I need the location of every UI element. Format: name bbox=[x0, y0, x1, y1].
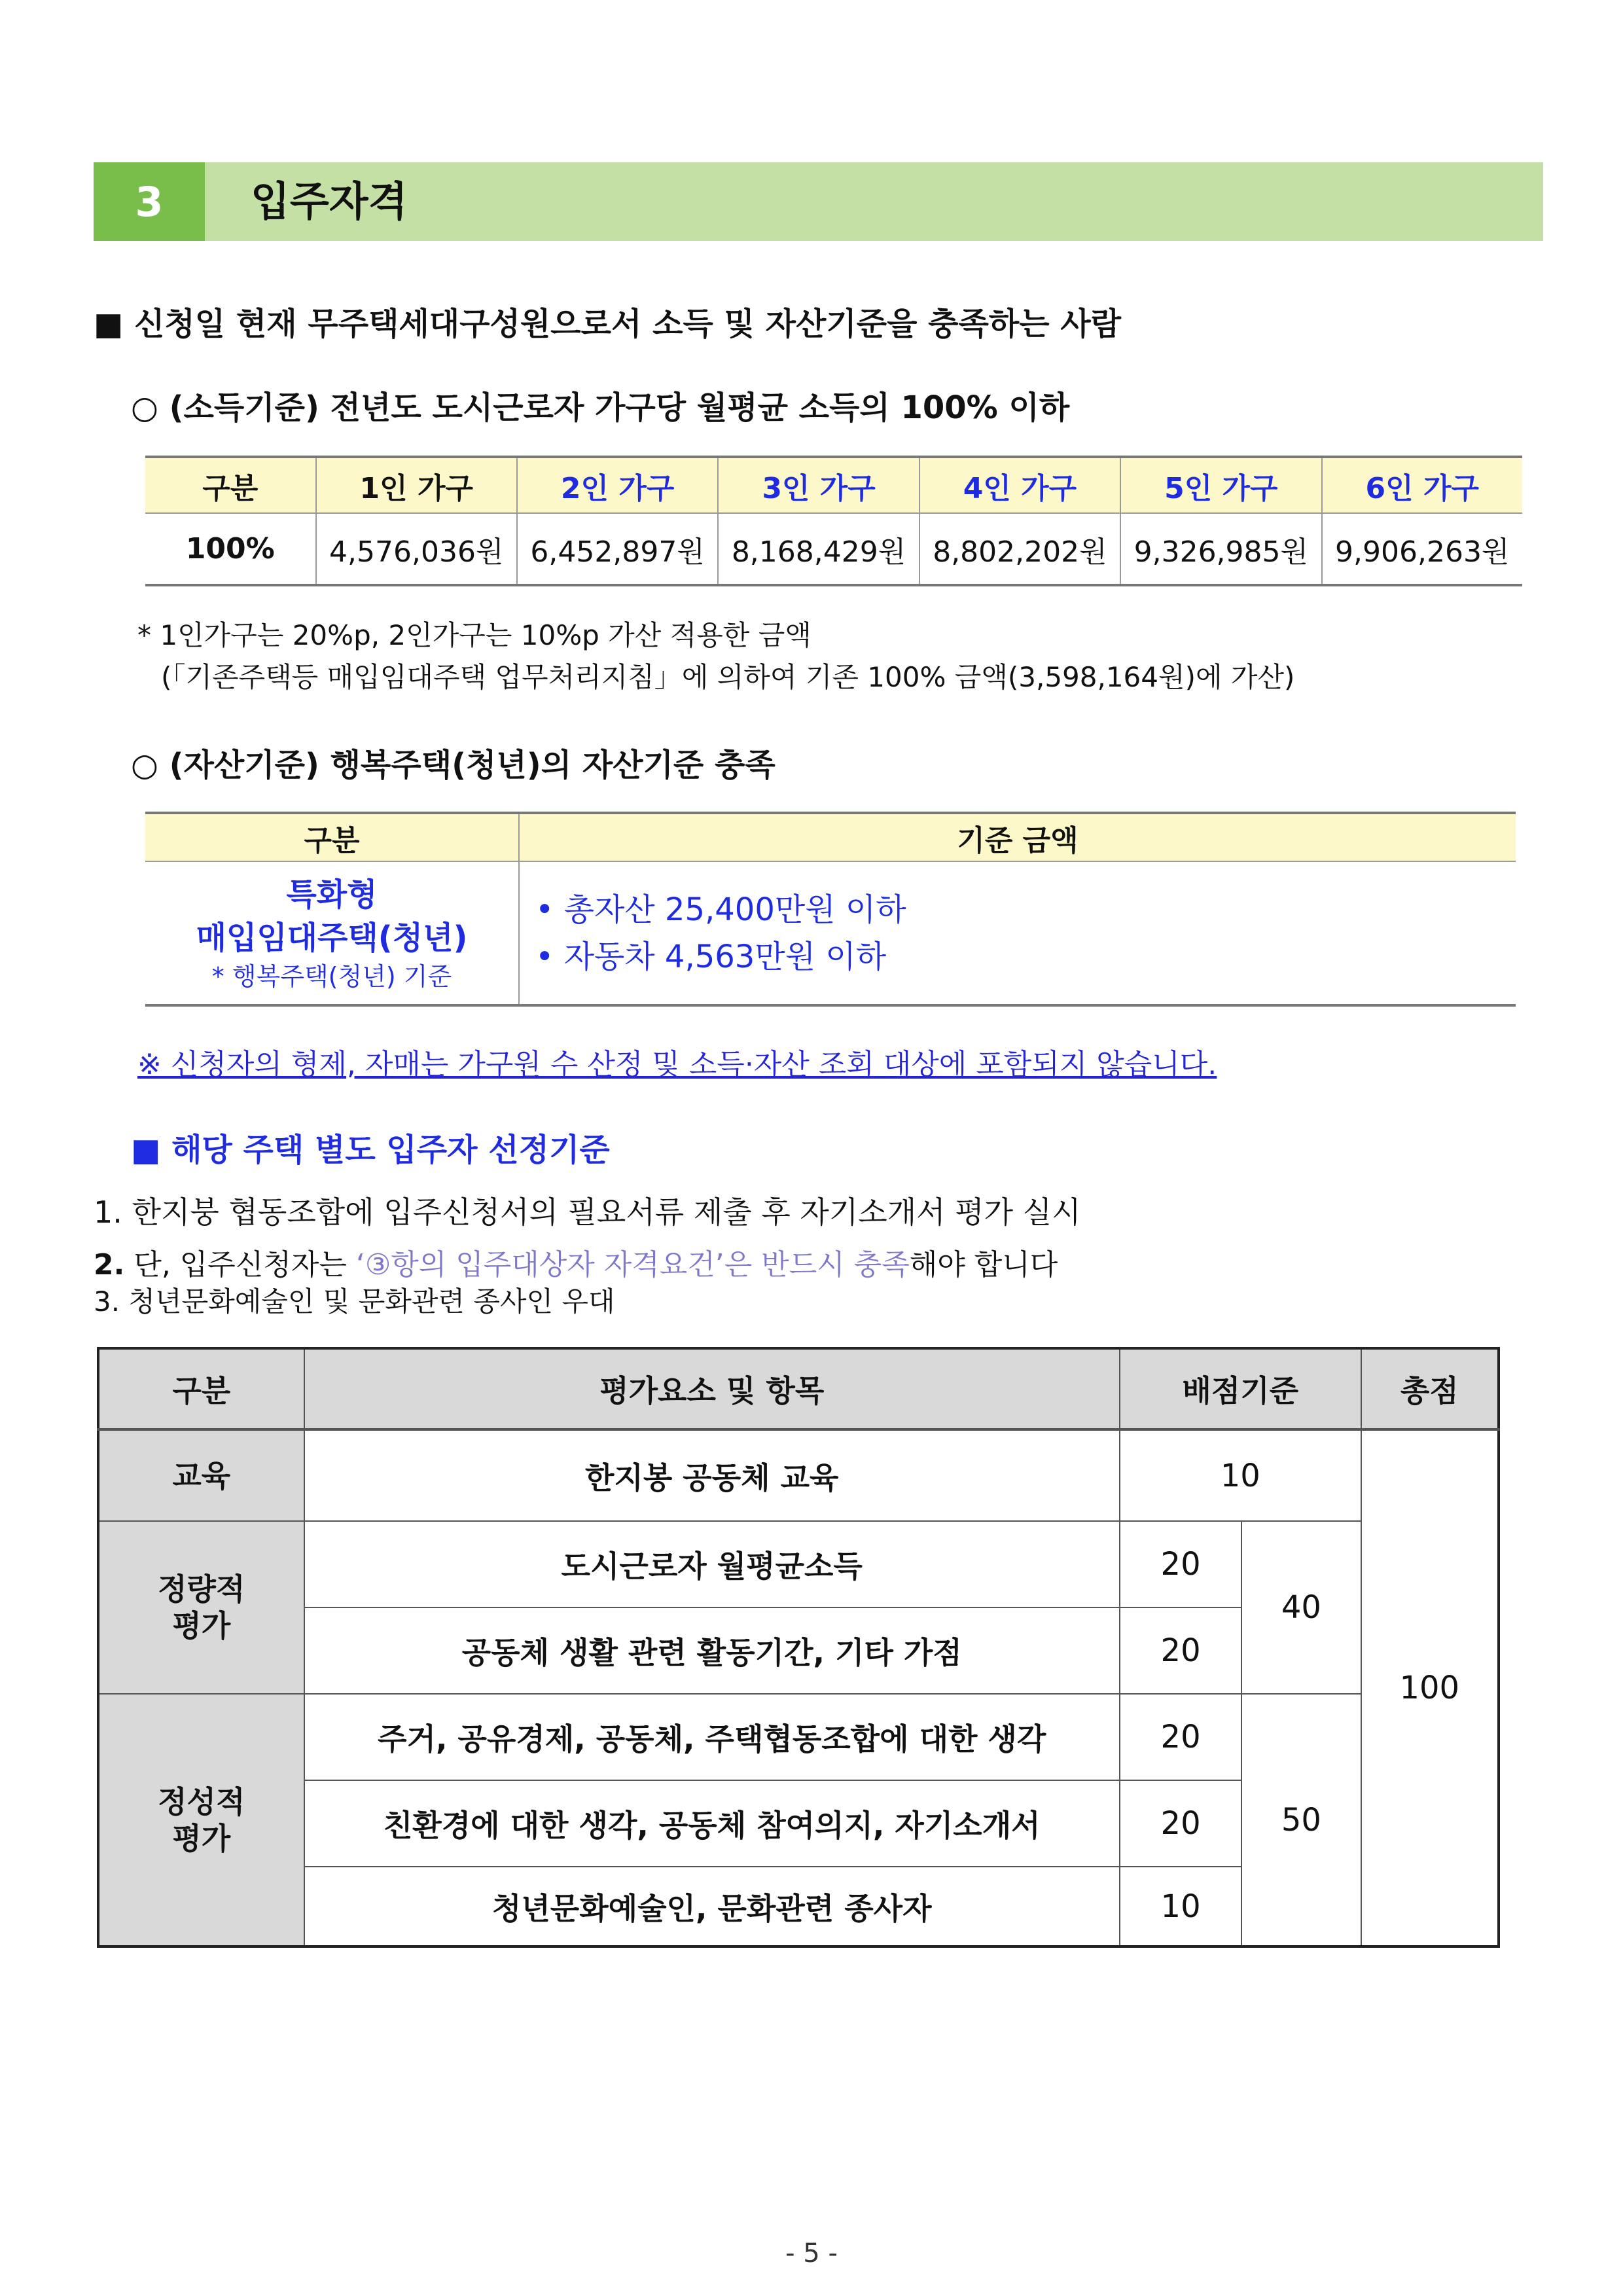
scoring-points-income: 20 bbox=[1120, 1521, 1241, 1607]
section-title: 입주자격 bbox=[251, 177, 408, 225]
scoring-table-header bbox=[98, 1348, 1499, 1429]
income-table-header bbox=[145, 457, 1522, 513]
scoring-subtotal-qualitative: 50 bbox=[1241, 1694, 1361, 1946]
asset-col-amount: 기준 금액 bbox=[519, 813, 1516, 861]
income-value-5: 9,326,985원 bbox=[1120, 513, 1321, 585]
scoring-col-points: 배점기준 bbox=[1120, 1348, 1361, 1429]
selection-item-2-pre: 단, 입주신청자는 bbox=[124, 1248, 356, 1282]
asset-type-line1: 특화형 bbox=[286, 876, 378, 913]
scoring-col-category: 구분 bbox=[98, 1348, 304, 1429]
asset-table bbox=[145, 812, 1516, 1007]
scoring-table bbox=[97, 1347, 1500, 1948]
income-col-3: 3인 가구 bbox=[718, 457, 919, 513]
selection-item-2-post: 해야 합니다 bbox=[909, 1248, 1058, 1282]
scoring-total: 100 bbox=[1361, 1429, 1499, 1946]
selection-item-2-number: 2. bbox=[94, 1248, 125, 1282]
scoring-item-activity: 공동체 생활 관련 활동기간, 기타 가점 bbox=[304, 1607, 1120, 1694]
asset-type-note: * 행복주택(청년) 기준 bbox=[211, 961, 452, 991]
scoring-row-income bbox=[98, 1521, 1499, 1607]
asset-heading: ○ (자산기준) 행복주택(청년)의 자산기준 충족 bbox=[131, 747, 776, 783]
income-col-1: 1인 가구 bbox=[316, 457, 517, 513]
scoring-col-total: 총점 bbox=[1361, 1348, 1499, 1429]
income-col-4: 4인 가구 bbox=[919, 457, 1120, 513]
scoring-points-education: 10 bbox=[1120, 1429, 1361, 1521]
scoring-category-quantitative-line1: 정량적 bbox=[158, 1571, 245, 1607]
income-value-4: 8,802,202원 bbox=[919, 513, 1120, 585]
asset-limit-car: • 자동차 4,563만원 이하 bbox=[535, 938, 887, 975]
scoring-category-quantitative bbox=[98, 1521, 304, 1694]
selection-item-3: 3. 청년문화예술인 및 문화관련 종사인 우대 bbox=[94, 1285, 615, 1318]
scoring-item-eco-views: 친환경에 대한 생각, 공동체 참여의지, 자기소개서 bbox=[304, 1780, 1120, 1867]
income-value-1: 4,576,036원 bbox=[316, 513, 517, 585]
scoring-points-activity: 20 bbox=[1120, 1607, 1241, 1694]
income-value-3: 8,168,429원 bbox=[718, 513, 919, 585]
section-number: 3 bbox=[94, 162, 205, 241]
family-exclusion-notice: ※ 신청자의 형제, 자매는 가구원 수 산정 및 소득·자산 조회 대상에 포함되지 않습니다. bbox=[137, 1048, 1217, 1081]
asset-table-row bbox=[145, 861, 1516, 1005]
criteria-heading: ■ 신청일 현재 무주택세대구성원으로서 소득 및 자산기준을 충족하는 사람 bbox=[94, 306, 1122, 342]
scoring-item-education: 한지봉 공동체 교육 bbox=[304, 1429, 1120, 1521]
page-number: - 5 - bbox=[785, 2238, 838, 2269]
asset-table-header bbox=[145, 813, 1516, 861]
scoring-item-housing-views: 주거, 공유경제, 공동체, 주택협동조합에 대한 생각 bbox=[304, 1694, 1120, 1780]
asset-limits bbox=[519, 861, 1516, 1005]
income-note-1: * 1인가구는 20%p, 2인가구는 10%p 가산 적용한 금액 bbox=[137, 619, 812, 651]
selection-heading: ■ 해당 주택 별도 입주자 선정기준 bbox=[131, 1132, 610, 1168]
selection-item-2 bbox=[94, 1241, 1058, 1283]
section-header bbox=[94, 162, 1543, 241]
scoring-item-artists: 청년문화예술인, 문화관련 종사자 bbox=[304, 1867, 1120, 1946]
income-note-2: (「기존주택등 매입임대주택 업무처리지침」에 의하여 기존 100% 금액(3,598,164원)에 가산) bbox=[161, 661, 1295, 693]
scoring-row-housing-views bbox=[98, 1694, 1499, 1780]
scoring-category-education: 교육 bbox=[98, 1429, 304, 1521]
income-heading: ○ (소득기준) 전년도 도시근로자 가구당 월평균 소득의 100% 이하 bbox=[131, 389, 1070, 426]
asset-col-category: 구분 bbox=[145, 813, 519, 861]
asset-limit-total: • 총자산 25,400만원 이하 bbox=[535, 891, 906, 928]
income-value-6: 9,906,263원 bbox=[1322, 513, 1522, 585]
income-value-2: 6,452,897원 bbox=[517, 513, 718, 585]
scoring-category-quantitative-line2: 평가 bbox=[172, 1608, 231, 1643]
income-col-6: 6인 가구 bbox=[1322, 457, 1522, 513]
income-col-category: 구분 bbox=[145, 457, 316, 513]
scoring-category-qualitative bbox=[98, 1694, 304, 1946]
income-col-2: 2인 가구 bbox=[517, 457, 718, 513]
income-table-row bbox=[145, 513, 1522, 585]
scoring-points-eco-views: 20 bbox=[1120, 1780, 1241, 1867]
selection-item-1: 1. 한지붕 협동조합에 입주신청서의 필요서류 제출 후 자기소개서 평가 실시 bbox=[94, 1194, 1081, 1230]
scoring-item-income: 도시근로자 월평균소득 bbox=[304, 1521, 1120, 1607]
asset-type-line2: 매입임대주택(청년) bbox=[196, 919, 468, 956]
scoring-category-qualitative-line1: 정성적 bbox=[158, 1784, 245, 1820]
scoring-points-housing-views: 20 bbox=[1120, 1694, 1241, 1780]
income-row-label: 100% bbox=[145, 513, 316, 585]
scoring-points-artists: 10 bbox=[1120, 1867, 1241, 1946]
asset-housing-type bbox=[145, 861, 519, 1005]
scoring-category-qualitative-line2: 평가 bbox=[172, 1820, 231, 1856]
scoring-row-education bbox=[98, 1429, 1499, 1521]
income-table bbox=[145, 456, 1522, 586]
scoring-subtotal-quantitative: 40 bbox=[1241, 1521, 1361, 1694]
selection-item-2-highlight: ‘③항의 입주대상자 자격요건’은 반드시 충족 bbox=[355, 1248, 910, 1282]
income-col-5: 5인 가구 bbox=[1120, 457, 1321, 513]
scoring-col-item: 평가요소 및 항목 bbox=[304, 1348, 1120, 1429]
